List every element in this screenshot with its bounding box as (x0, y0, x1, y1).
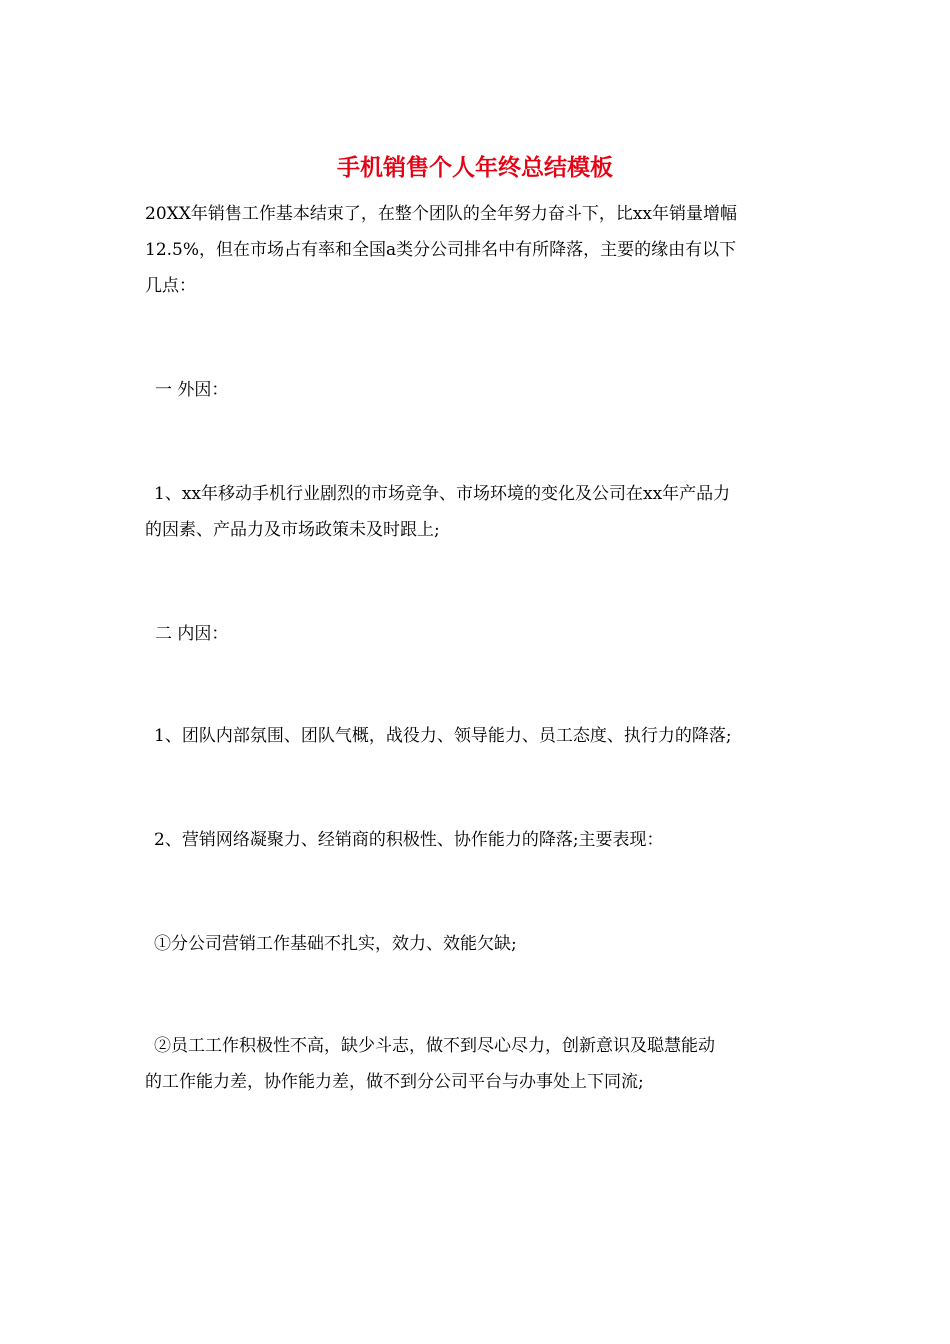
intro-line-1: 20XX年销售工作基本结束了，在整个团队的全年努力奋斗下，比xx年销量增幅 (145, 204, 738, 224)
sub-item-2 (145, 1028, 819, 1100)
section-heading-internal (145, 616, 820, 652)
internal-cause-item-1-text: 1、团队内部氛围、团队气概，战役力、领导能力、员工态度、执行力的降落; (154, 726, 732, 746)
intro-paragraph (145, 196, 810, 304)
external-cause-item-1 (145, 476, 819, 548)
internal-cause-item-2 (145, 822, 819, 858)
document-title: 手机销售个人年终总结模板 (337, 154, 613, 181)
section-heading-external-text: 一 外因： (155, 380, 229, 400)
internal-cause-item-2-text: 2、营销网络凝聚力、经销商的积极性、协作能力的降落;主要表现： (154, 830, 664, 850)
external-cause-item-1-line-1: 1、xx年移动手机行业剧烈的市场竞争、市场环境的变化及公司在xx年产品力 (154, 484, 731, 504)
section-heading-external (145, 372, 820, 408)
sub-item-2-line-1: ②员工工作积极性不高，缺少斗志，做不到尽心尽力，创新意识及聪慧能动 (154, 1036, 715, 1056)
intro-line-2: 12.5%，但在市场占有率和全国a类分公司排名中有所降落，主要的缘由有以下 (145, 240, 737, 260)
sub-item-2-line-2: 的工作能力差，协作能力差，做不到分公司平台与办事处上下同流; (145, 1072, 644, 1092)
intro-line-3: 几点： (145, 276, 196, 296)
internal-cause-item-1 (145, 718, 819, 754)
section-heading-internal-text: 二 内因： (155, 624, 229, 644)
sub-item-1-text: ①分公司营销工作基础不扎实，效力、效能欠缺; (154, 934, 517, 954)
external-cause-item-1-line-2: 的因素、产品力及市场政策未及时跟上; (145, 520, 440, 540)
sub-item-1 (145, 926, 819, 962)
